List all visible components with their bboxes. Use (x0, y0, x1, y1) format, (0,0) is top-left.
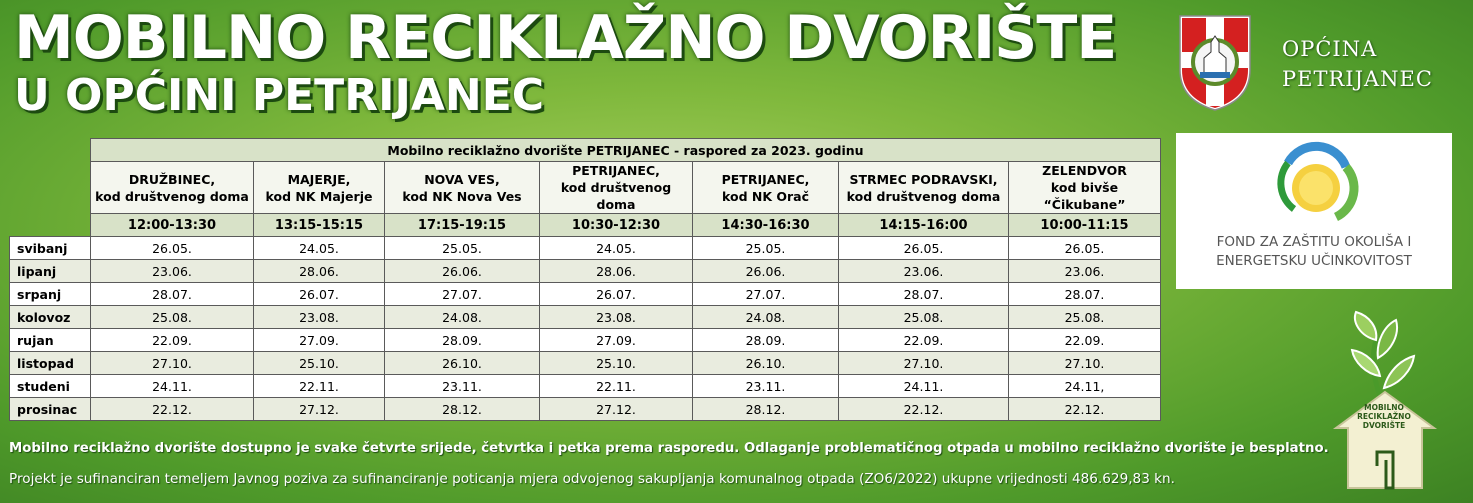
date-cell: 26.10. (693, 352, 839, 375)
fund-logo-box (1176, 133, 1452, 289)
table-row (10, 352, 1161, 375)
date-cell: 22.12. (1009, 398, 1161, 421)
date-cell: 25.05. (385, 237, 540, 260)
house-logo-line3: DVORIŠTE (1362, 421, 1406, 430)
table-row (10, 237, 1161, 260)
date-cell: 26.07. (254, 283, 385, 306)
house-logo-label (1341, 403, 1427, 430)
date-cell: 22.09. (91, 329, 254, 352)
date-cell: 28.07. (91, 283, 254, 306)
page-title-line1: MOBILNO RECIKLAŽNO DVORIŠTE (14, 3, 1117, 73)
date-cell: 22.11. (540, 375, 693, 398)
availability-note: Mobilno reciklažno dvorište dostupno je svake četvrte srijede, četvrtka i petka prema rasporedu. Odlaganje problematičnog otpada u mobilno reciklažno dvorište je besplatno. (9, 441, 1329, 456)
date-cell: 24.05. (254, 237, 385, 260)
date-cell: 25.08. (839, 306, 1009, 329)
month-label: rujan (10, 329, 91, 352)
house-logo-line1: MOBILNO (1364, 403, 1404, 412)
date-cell: 27.12. (254, 398, 385, 421)
date-cell: 25.10. (254, 352, 385, 375)
table-row (10, 329, 1161, 352)
date-cell: 22.12. (91, 398, 254, 421)
date-cell: 22.09. (1009, 329, 1161, 352)
date-cell: 23.06. (91, 260, 254, 283)
date-cell: 26.05. (839, 237, 1009, 260)
date-cell: 28.12. (385, 398, 540, 421)
recycling-house-icon (1330, 310, 1440, 492)
month-label: prosinac (10, 398, 91, 421)
municipality-line2: PETRIJANEC (1282, 67, 1433, 91)
date-cell: 28.06. (254, 260, 385, 283)
time-slot: 10:30-12:30 (540, 214, 693, 237)
location-header: PETRIJANEC, kod NK Orač (693, 162, 839, 214)
time-slot: 12:00-13:30 (91, 214, 254, 237)
table-row (10, 375, 1161, 398)
table-row (10, 398, 1161, 421)
date-cell: 22.12. (839, 398, 1009, 421)
date-cell: 27.07. (385, 283, 540, 306)
location-header: MAJERJE, kod NK Majerje (254, 162, 385, 214)
date-cell: 27.12. (540, 398, 693, 421)
time-slot: 14:15-16:00 (839, 214, 1009, 237)
date-cell: 27.10. (91, 352, 254, 375)
month-label: studeni (10, 375, 91, 398)
date-cell: 23.11. (385, 375, 540, 398)
time-slot: 13:15-15:15 (254, 214, 385, 237)
date-cell: 24.08. (385, 306, 540, 329)
date-cell: 27.07. (693, 283, 839, 306)
date-cell: 25.08. (91, 306, 254, 329)
house-logo-line2: RECIKLAŽNO (1357, 412, 1411, 421)
date-cell: 28.12. (693, 398, 839, 421)
time-slot: 10:00-11:15 (1009, 214, 1161, 237)
date-cell: 28.09. (385, 329, 540, 352)
date-cell: 25.05. (693, 237, 839, 260)
month-label: lipanj (10, 260, 91, 283)
time-slot: 17:15-19:15 (385, 214, 540, 237)
month-label: listopad (10, 352, 91, 375)
location-header: DRUŽBINEC, kod društvenog doma (91, 162, 254, 214)
funding-note: Projekt je sufinanciran temeljem Javnog poziva za sufinanciranje poticanja mjera odvojenog sakupljanja komunalnog otpada (ZO6/2022) ukupne vrijednosti 486.629,83 kn. (9, 471, 1175, 487)
table-row (10, 260, 1161, 283)
date-cell: 24.11. (839, 375, 1009, 398)
time-slot: 14:30-16:30 (693, 214, 839, 237)
date-cell: 26.05. (1009, 237, 1161, 260)
date-cell: 24.11, (1009, 375, 1161, 398)
page-title-line2: U OPĆINI PETRIJANEC (14, 70, 545, 121)
municipality-crest-icon (1176, 12, 1254, 112)
location-header: STRMEC PODRAVSKI, kod društvenog doma (839, 162, 1009, 214)
location-header: NOVA VES, kod NK Nova Ves (385, 162, 540, 214)
month-label: srpanj (10, 283, 91, 306)
location-header: PETRIJANEC, kod društvenog doma (540, 162, 693, 214)
date-cell: 28.07. (1009, 283, 1161, 306)
fund-name (1176, 233, 1452, 271)
schedule-caption: Mobilno reciklažno dvorište PETRIJANEC - raspored za 2023. godinu (91, 139, 1161, 162)
date-cell: 24.11. (91, 375, 254, 398)
date-cell: 23.11. (693, 375, 839, 398)
date-cell: 27.09. (540, 329, 693, 352)
date-cell: 22.11. (254, 375, 385, 398)
date-cell: 23.06. (839, 260, 1009, 283)
date-cell: 26.07. (540, 283, 693, 306)
fund-line1: FOND ZA ZAŠTITU OKOLIŠA I (1216, 234, 1412, 250)
table-row (10, 306, 1161, 329)
date-cell: 23.08. (254, 306, 385, 329)
date-cell: 27.10. (839, 352, 1009, 375)
date-cell: 23.06. (1009, 260, 1161, 283)
table-row (10, 283, 1161, 306)
date-cell: 24.05. (540, 237, 693, 260)
month-label: svibanj (10, 237, 91, 260)
date-cell: 25.08. (1009, 306, 1161, 329)
date-cell: 27.09. (254, 329, 385, 352)
date-cell: 24.08. (693, 306, 839, 329)
date-cell: 26.05. (91, 237, 254, 260)
date-cell: 28.09. (693, 329, 839, 352)
date-cell: 26.06. (385, 260, 540, 283)
location-header: ZELENDVOR kod bivše “Čikubane” (1009, 162, 1161, 214)
fund-line2: ENERGETSKU UČINKOVITOST (1216, 253, 1412, 269)
schedule-table (9, 138, 1161, 421)
date-cell: 23.08. (540, 306, 693, 329)
date-cell: 22.09. (839, 329, 1009, 352)
date-cell: 26.10. (385, 352, 540, 375)
fund-logo-icon (1176, 133, 1452, 233)
date-cell: 27.10. (1009, 352, 1161, 375)
municipality-name (1282, 34, 1462, 94)
month-label: kolovoz (10, 306, 91, 329)
date-cell: 26.06. (693, 260, 839, 283)
date-cell: 28.06. (540, 260, 693, 283)
municipality-line1: OPĆINA (1282, 37, 1378, 61)
date-cell: 28.07. (839, 283, 1009, 306)
date-cell: 25.10. (540, 352, 693, 375)
